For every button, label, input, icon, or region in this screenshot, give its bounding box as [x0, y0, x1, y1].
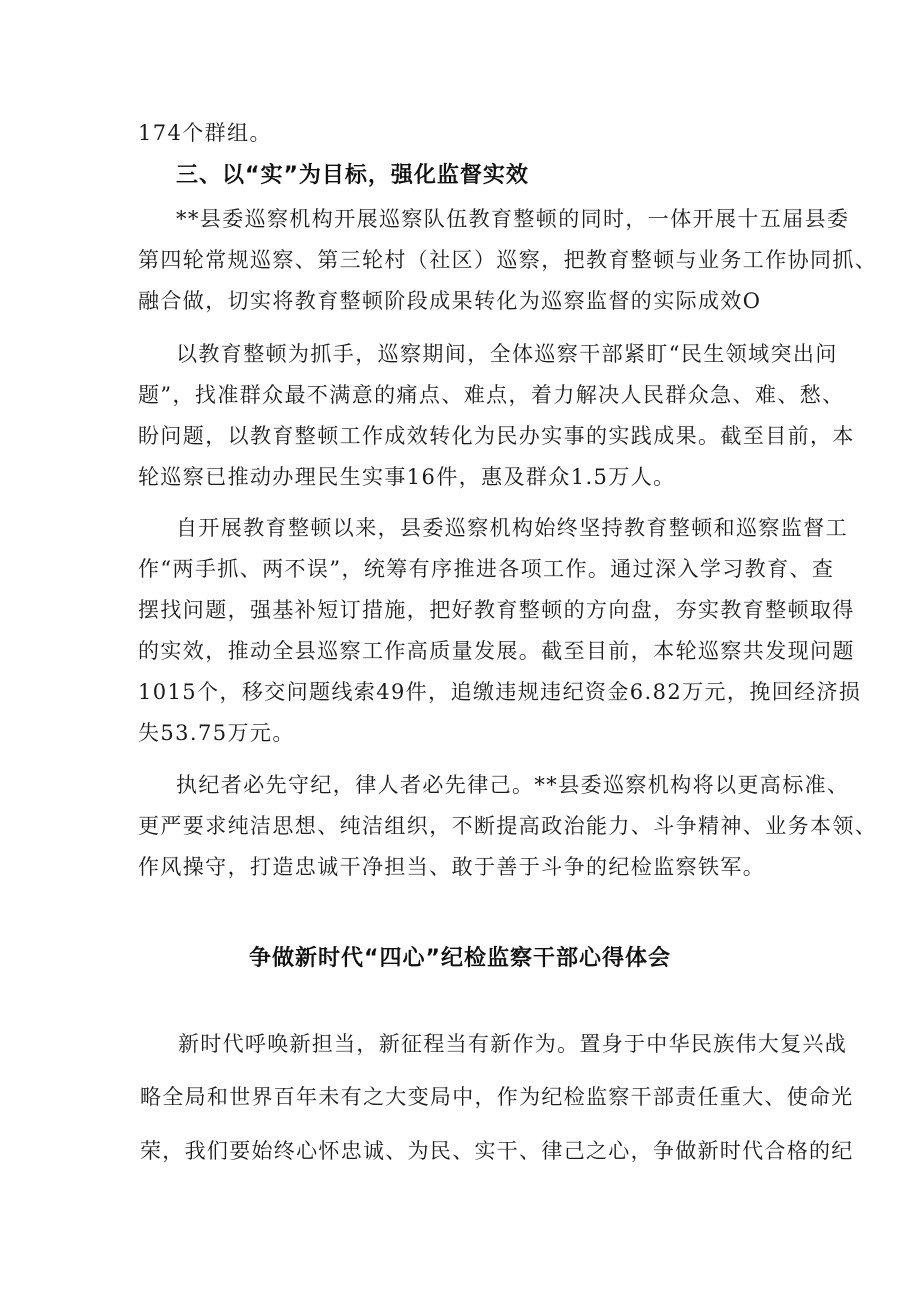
paragraph-line: 1015个，移交问题线索49件，追缴违规违纪资金6.82万元，挽回经济损 — [138, 680, 862, 704]
section-heading: 三、以“实”为目标，强化监督实效 — [176, 163, 529, 188]
paragraph-line: 荣，我们要始终心怀忠诚、为民、实干、律己之心，争做新时代合格的纪 — [140, 1139, 854, 1163]
paragraph-line: 作风操守，打造忠诚干净担当、敢于善于斗争的纪检监察铁军。 — [138, 855, 766, 879]
continuation-line: 174个群组。 — [138, 121, 272, 145]
paragraph-line: 融合做，切实将教育整顿阶段成果转化为巡察监督的实际成效O — [138, 289, 762, 313]
paragraph-line: 题”，找准群众最不满意的痛点、难点，着力解决人民群众急、难、愁、 — [138, 383, 845, 407]
paragraph-line: 轮巡察已推动办理民生实事16件，惠及群众1.5万人。 — [138, 465, 676, 489]
paragraph-line: 第四轮常规巡察、第三轮村（社区）巡察，把教育整顿与业务工作协同抓、 — [138, 248, 878, 272]
paragraph-line: 执纪者必先守纪，律人者必先律己。**县委巡察机构将以更高标准、 — [176, 773, 850, 797]
paragraph-line: 新时代呼唤新担当，新征程当有新作为。置身于中华民族伟大复兴战 — [178, 1032, 847, 1056]
paragraph-line: 摆找问题，强基补短订措施，把好教育整顿的方向盘，夯实教育整顿取得 — [138, 598, 855, 622]
paragraph-line: 更严要求纯洁思想、纯洁组织，不断提高政治能力、斗争精神、业务本领、 — [138, 814, 878, 838]
paragraph-line: 作“两手抓、两不误”，统筹有序推进各项工作。通过深入学习教育、查 — [138, 557, 835, 581]
article-title: 争做新时代“四心”纪检监察干部心得体会 — [249, 946, 671, 971]
paragraph-line: 失53.75万元。 — [138, 721, 295, 745]
paragraph-line: 盼问题，以教育整顿工作成效转化为民办实事的实践成果。截至目前，本 — [138, 424, 855, 448]
paragraph-line: 略全局和世界百年未有之大变局中，作为纪检监察干部责任重大、使命光 — [140, 1085, 854, 1109]
paragraph-line: 自开展教育整顿以来，县委巡察机构始终坚持教育整顿和巡察监督工 — [176, 516, 848, 540]
paragraph-line: 以教育整顿为抓手，巡察期间，全体巡察干部紧盯“民生领域突出问 — [176, 342, 838, 366]
paragraph-line: **县委巡察机构开展巡察队伍教育整顿的同时，一体开展十五届县委 — [176, 207, 850, 231]
paragraph-line: 的实效，推动全县巡察工作高质量发展。截至目前，本轮巡察共发现问题 — [138, 639, 855, 663]
